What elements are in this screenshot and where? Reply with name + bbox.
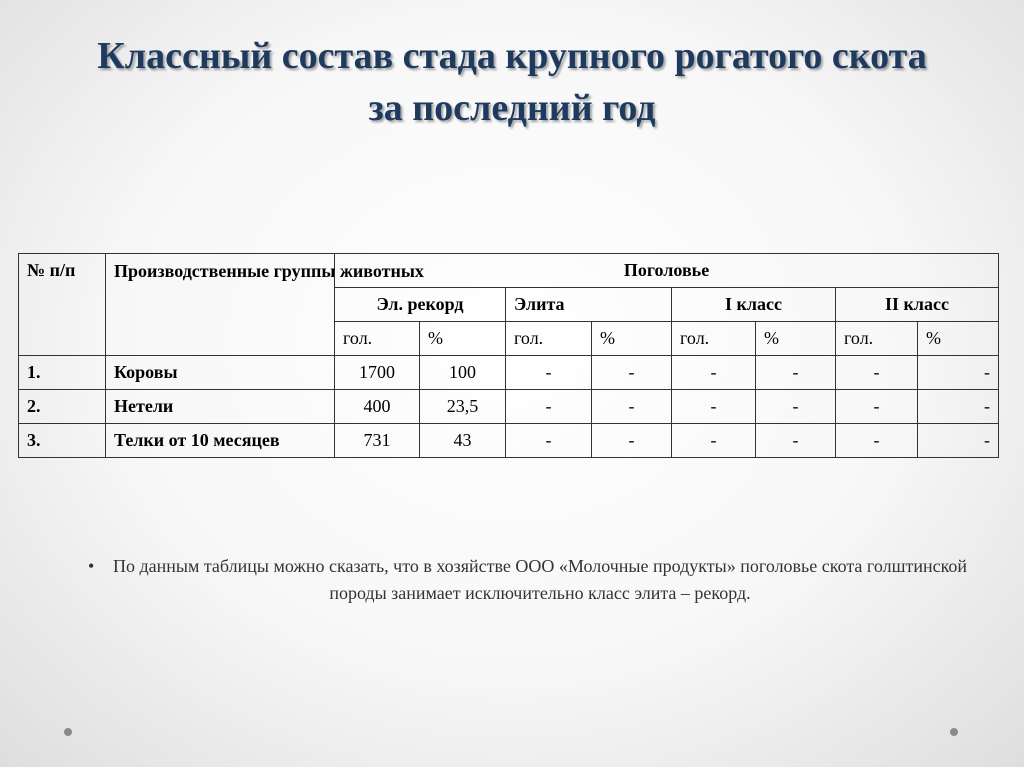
table-cell: - (592, 424, 672, 458)
table-cell: - (918, 356, 999, 390)
header-num: № п/п (19, 254, 106, 356)
row-name: Коровы (106, 356, 335, 390)
table-cell: - (918, 390, 999, 424)
table-cell: - (836, 424, 918, 458)
table-cell: - (506, 424, 592, 458)
table-cell: - (592, 390, 672, 424)
slide-title-line-2: за последний год (368, 87, 656, 129)
table-cell: - (672, 424, 756, 458)
conclusion-text: По данным таблицы можно сказать, что в хозяйстве ООО «Молочные продукты» поголовье скота голштинской породы занимает исключительно класс элита – рекорд. (112, 556, 968, 603)
header-class-2: II класс (836, 288, 999, 322)
table-cell: - (918, 424, 999, 458)
row-name: Нетели (106, 390, 335, 424)
table-cell: - (756, 356, 836, 390)
slide-title-line-1: Классный состав стада крупного рогатого скота (97, 35, 927, 77)
table-row (19, 424, 999, 458)
slide-title (0, 30, 1024, 134)
table-row (19, 390, 999, 424)
unit-cell: гол. (506, 322, 592, 356)
header-group: Производственные группы животных (106, 254, 335, 356)
table-cell: - (506, 356, 592, 390)
table-cell: 400 (335, 390, 420, 424)
row-num: 3. (19, 424, 106, 458)
table-row (19, 356, 999, 390)
livestock-class-table (18, 253, 999, 458)
header-class-1: I класс (672, 288, 836, 322)
unit-cell: % (420, 322, 506, 356)
table-cell: - (672, 356, 756, 390)
table-cell: - (592, 356, 672, 390)
table-cell: - (506, 390, 592, 424)
table-cell: - (756, 390, 836, 424)
header-class-record: Эл. рекорд (335, 288, 506, 322)
table-cell: - (836, 390, 918, 424)
row-num: 2. (19, 390, 106, 424)
row-name: Телки от 10 месяцев (106, 424, 335, 458)
table-cell: 731 (335, 424, 420, 458)
unit-cell: % (918, 322, 999, 356)
table-cell: - (756, 424, 836, 458)
table-cell: - (672, 390, 756, 424)
row-num: 1. (19, 356, 106, 390)
prev-slide-dot-icon[interactable] (64, 728, 72, 736)
unit-cell: гол. (335, 322, 420, 356)
header-class-elite: Элита (506, 288, 672, 322)
unit-cell: % (756, 322, 836, 356)
unit-cell: гол. (672, 322, 756, 356)
bullet-icon: • (88, 556, 95, 576)
conclusion-note (88, 553, 968, 607)
table-header-row (19, 254, 999, 288)
unit-cell: % (592, 322, 672, 356)
table-cell: 23,5 (420, 390, 506, 424)
table-cell: - (836, 356, 918, 390)
header-total: Поголовье (335, 254, 999, 288)
next-slide-dot-icon[interactable] (950, 728, 958, 736)
unit-cell: гол. (836, 322, 918, 356)
table-cell: 43 (420, 424, 506, 458)
table-cell: 1700 (335, 356, 420, 390)
table-cell: 100 (420, 356, 506, 390)
